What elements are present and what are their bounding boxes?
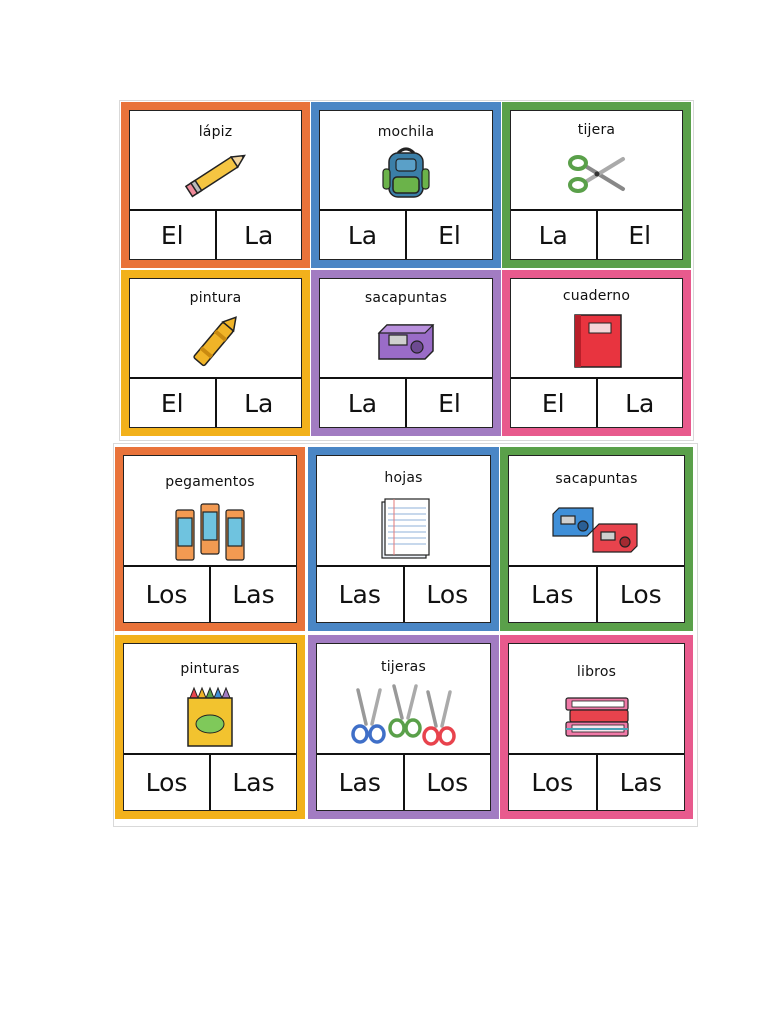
option-button[interactable]: La bbox=[215, 379, 302, 427]
option-button[interactable]: La bbox=[320, 379, 405, 427]
card-word: pintura bbox=[189, 290, 242, 306]
option-button[interactable]: Las bbox=[209, 755, 296, 810]
option-button[interactable]: La bbox=[596, 379, 683, 427]
card-word: mochila bbox=[377, 124, 435, 140]
card-word: pinturas bbox=[180, 661, 240, 677]
option-button[interactable]: El bbox=[405, 379, 492, 427]
crayon-icon bbox=[181, 311, 251, 371]
card-word: hojas bbox=[384, 470, 423, 486]
option-button[interactable]: Las bbox=[509, 567, 596, 622]
card-pintura bbox=[121, 270, 310, 436]
option-button[interactable]: Las bbox=[596, 755, 685, 810]
card-cuaderno bbox=[502, 270, 691, 436]
scissors-set-icon bbox=[344, 684, 464, 750]
pencil-icon bbox=[176, 149, 256, 199]
option-button[interactable]: Los bbox=[596, 567, 685, 622]
option-button[interactable]: El bbox=[130, 211, 215, 259]
card-libros bbox=[500, 635, 693, 819]
card-hojas bbox=[308, 447, 499, 631]
crayon-box-icon bbox=[182, 684, 238, 750]
card-sacapuntas bbox=[311, 270, 501, 436]
card-word: lápiz bbox=[198, 124, 233, 140]
sharpener-icon bbox=[373, 317, 439, 367]
option-button[interactable]: El bbox=[130, 379, 215, 427]
option-button[interactable]: Los bbox=[509, 755, 596, 810]
option-button[interactable]: La bbox=[320, 211, 405, 259]
card-word: cuaderno bbox=[562, 288, 631, 304]
sharpeners-icon bbox=[549, 500, 645, 556]
card-tijera bbox=[502, 102, 691, 268]
backpack-icon bbox=[376, 143, 436, 203]
option-button[interactable]: Los bbox=[124, 755, 209, 810]
glue-sticks-icon bbox=[170, 502, 250, 562]
card-word: sacapuntas bbox=[555, 471, 638, 487]
card-mochila bbox=[311, 102, 501, 268]
card-tijeras bbox=[308, 635, 499, 819]
option-button[interactable]: El bbox=[511, 379, 596, 427]
option-button[interactable]: Los bbox=[403, 567, 491, 622]
card-word: libros bbox=[576, 664, 617, 680]
option-button[interactable]: El bbox=[405, 211, 492, 259]
option-button[interactable]: Los bbox=[403, 755, 491, 810]
scissors-icon bbox=[565, 149, 629, 199]
books-icon bbox=[562, 694, 632, 744]
option-button[interactable]: La bbox=[215, 211, 302, 259]
option-button[interactable]: Las bbox=[317, 755, 403, 810]
option-button[interactable]: Las bbox=[317, 567, 403, 622]
option-button[interactable]: La bbox=[511, 211, 596, 259]
card-pinturas bbox=[115, 635, 305, 819]
card-word: tijera bbox=[577, 122, 616, 138]
option-button[interactable]: El bbox=[596, 211, 683, 259]
option-button[interactable]: Los bbox=[124, 567, 209, 622]
card-word: sacapuntas bbox=[364, 290, 448, 306]
paper-sheets-icon bbox=[374, 496, 434, 562]
card-word: pegamentos bbox=[165, 474, 255, 490]
card-sacapuntas-plural bbox=[500, 447, 693, 631]
card-word: tijeras bbox=[381, 659, 426, 675]
card-lapiz bbox=[121, 102, 310, 268]
notebook-icon bbox=[569, 311, 625, 369]
card-pegamentos bbox=[115, 447, 305, 631]
option-button[interactable]: Las bbox=[209, 567, 296, 622]
